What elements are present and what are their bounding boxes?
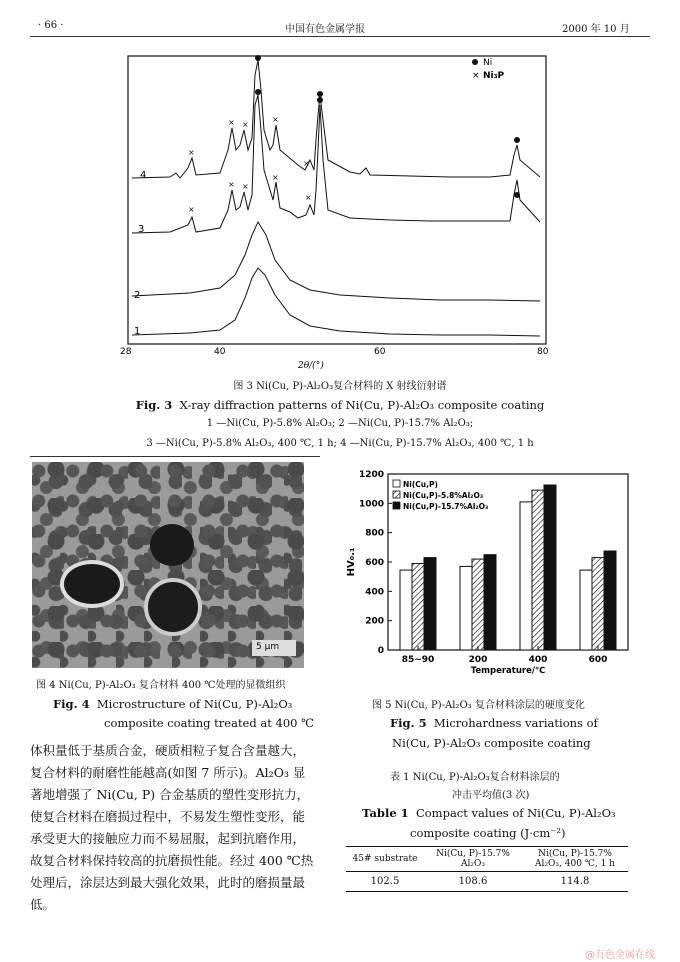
x-tick-labels <box>120 347 549 357</box>
table-header-row <box>346 847 628 872</box>
y-tick-label: 200 <box>365 616 384 627</box>
svg-text:2: 2 <box>134 290 141 301</box>
xrd-frame <box>128 56 546 344</box>
bar <box>532 490 544 650</box>
bar <box>604 551 616 650</box>
table-cell: 108.6 <box>458 876 488 887</box>
svg-text:4: 4 <box>140 170 147 181</box>
issue-date: 2000 年 10 月 <box>562 24 630 35</box>
bar <box>472 559 484 650</box>
svg-text:×: × <box>272 115 279 124</box>
svg-text:3: 3 <box>138 224 145 235</box>
y-tick-label: 800 <box>365 528 384 539</box>
legend-swatch <box>393 480 400 487</box>
bar <box>520 502 532 650</box>
xrd-curve-2 <box>132 222 540 301</box>
table1-caption-en-1: Table 1 Compact values of Ni(Cu, P)-Al₂O₃ <box>362 806 616 820</box>
legend-ni3p: Ni₃P <box>483 71 505 81</box>
svg-text:×: × <box>305 193 312 202</box>
bar <box>424 558 436 650</box>
header-rule <box>30 36 650 37</box>
table-cell: 114.8 <box>560 876 590 887</box>
table-row <box>346 872 628 892</box>
svg-text:60: 60 <box>374 347 386 357</box>
svg-text:×: × <box>228 180 235 189</box>
section-rule <box>30 456 320 457</box>
table1-caption-cn-1: 表 1 Ni(Cu, P)-Al₂O₃复合材料涂层的 <box>390 772 560 783</box>
svg-text:×: × <box>228 118 235 127</box>
x-axis-label: Temperature/℃ <box>470 666 546 676</box>
table1-caption-cn-2: 冲击平均值(3 次) <box>452 790 530 801</box>
curve-labels <box>134 170 146 337</box>
bar <box>580 570 592 650</box>
bar <box>460 566 472 650</box>
table1-caption-en-2: composite coating (J·cm⁻²) <box>410 826 566 840</box>
svg-text:×: × <box>303 159 310 168</box>
x-tick-label: 200 <box>468 655 488 665</box>
watermark: @有色金属在线 <box>585 950 655 961</box>
y-tick-label: 600 <box>365 558 384 568</box>
x-axis-label: 2θ/(°) <box>298 361 324 371</box>
peak-markers <box>188 55 520 214</box>
fig3-caption-en: Fig. 3 X-ray diffraction patterns of Ni(Cu, P)-Al₂O₃ composite coating <box>135 398 545 412</box>
bar <box>484 555 496 650</box>
x-tick-label: 85~90 <box>401 655 435 665</box>
legend-swatch <box>393 502 400 509</box>
journal-name: 中国有色金属学报 <box>285 24 365 35</box>
legend-label: Ni(Cu,P)-15.7%Al₂O₃ <box>403 502 489 511</box>
bar <box>412 563 424 650</box>
svg-text:80: 80 <box>537 347 549 357</box>
svg-text:×: × <box>242 182 249 191</box>
table-header-cell: 45# substrate <box>352 854 418 864</box>
table-header-cell: Ni(Cu, P)-15.7% Al₂O₃ <box>436 849 510 869</box>
svg-text:40: 40 <box>214 347 226 357</box>
x-tick-label: 600 <box>588 655 608 665</box>
fig5-caption-en-2: Ni(Cu, P)-Al₂O₃ composite coating <box>392 736 591 750</box>
micrograph-image <box>32 462 304 668</box>
legend-label: Ni(Cu,P)-5.8%Al₂O₃ <box>403 491 484 500</box>
fig5-caption-en-1: Fig. 5 Microhardness variations of <box>390 716 598 730</box>
y-tick-label: 1000 <box>358 499 384 510</box>
table-cell: 102.5 <box>370 876 400 887</box>
body-paragraph: 体积量低于基质合金，硬质相粒子复合含量越大， 复合材料的耐磨性能越高(如图 7 所示)。Al₂O₃ 显 著地增强了 Ni(Cu, P) 合金基质的塑性变形抗力， 使复合材料在磨损过程中，不易发生塑性变形，能 承受更大的接触应力而不易屈服，起到抗磨作用， 故复合材料保持较高的抗磨损性能。经过 400 ℃热 处理后，涂层达到最大强化效果，此时的磨损量最 低。 <box>30 743 314 912</box>
table-header-cell: Ni(Cu, P)-15.7% Al₂O₃, 400 ℃, 1 h <box>535 849 615 869</box>
legend-label: Ni(Cu,P) <box>403 480 438 489</box>
scale-bar-label: 5 μm <box>256 642 280 652</box>
bar <box>592 558 604 650</box>
x-tick-label: 400 <box>528 655 548 665</box>
svg-text:×: × <box>242 120 249 129</box>
svg-text:×: × <box>472 71 480 81</box>
fig3-note-1: 1 —Ni(Cu, P)-5.8% Al₂O₃; 2 —Ni(Cu, P)-15.7% Al₂O₃; <box>206 418 474 429</box>
svg-text:1: 1 <box>134 326 141 337</box>
fig3-note-2: 3 —Ni(Cu, P)-5.8% Al₂O₃, 400 ℃, 1 h; 4 —Ni(Cu, P)-15.7% Al₂O₃, 400 ℃, 1 h <box>146 438 534 449</box>
y-axis-label: HV₀.₁ <box>346 547 357 577</box>
bar <box>544 485 556 650</box>
svg-text:×: × <box>272 173 279 182</box>
bar <box>400 570 412 650</box>
xrd-curve-1 <box>132 268 540 336</box>
legend-ni: Ni <box>483 58 493 68</box>
y-tick-label: 1200 <box>358 470 384 480</box>
page-number: · 66 · <box>38 20 64 31</box>
svg-text:×: × <box>188 205 195 214</box>
xrd-figure <box>110 50 560 375</box>
y-tick-label: 0 <box>377 646 384 656</box>
fig3-caption-cn: 图 3 Ni(Cu, P)-Al₂O₃复合材料的 X 射线衍射谱 <box>233 381 447 392</box>
fig5-caption-cn: 图 5 Ni(Cu, P)-Al₂O₃ 复合材料涂层的硬度变化 <box>372 700 585 711</box>
svg-text:×: × <box>188 148 195 157</box>
fig4-caption-cn: 图 4 Ni(Cu, P)-Al₂O₃ 复合材料 400 ℃处理的显微组织 <box>36 680 286 691</box>
fig4-caption-en-2: composite coating treated at 400 ℃ <box>104 716 314 730</box>
fig4-caption-en-1: Fig. 4 Microstructure of Ni(Cu, P)-Al₂O₃ <box>53 697 293 711</box>
hardness-bar-chart <box>340 462 640 684</box>
table1 <box>346 846 628 892</box>
legend-swatch <box>393 491 400 498</box>
svg-text:28: 28 <box>120 347 132 357</box>
y-tick-label: 400 <box>365 587 384 598</box>
